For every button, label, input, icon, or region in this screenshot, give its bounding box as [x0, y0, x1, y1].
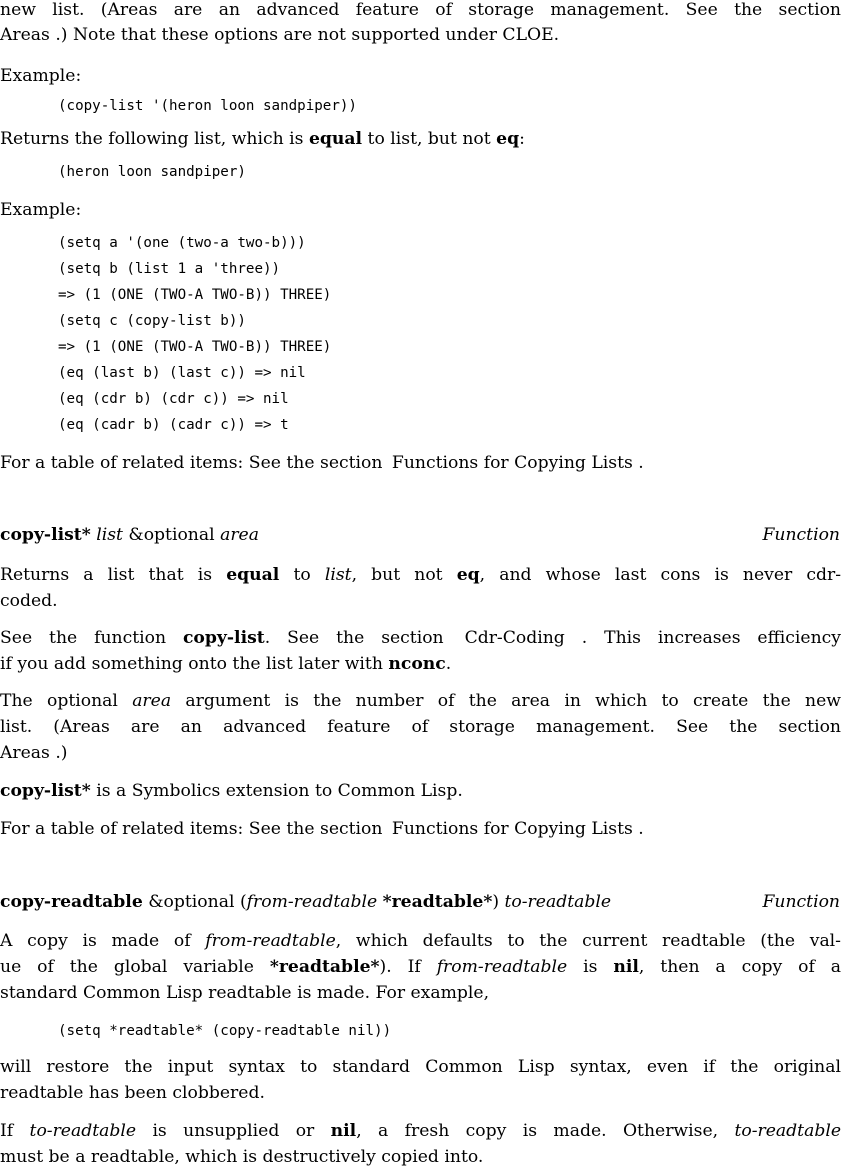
section-link[interactable]: Cdr-Coding	[464, 628, 565, 648]
entry-kind: Function	[762, 892, 840, 912]
code-line: (setq *readtable* (copy-readtable nil))	[58, 1023, 392, 1039]
example-label: Example:	[0, 66, 82, 86]
paragraph-line: A copy is made of from-readtable, which defaults to the current readtable (the val-	[0, 931, 841, 951]
example-label: Example:	[0, 200, 82, 220]
code-line: (copy-list '(heron loon sandpiper))	[58, 98, 357, 114]
function-header: copy-list* list &optional area Function	[0, 522, 841, 548]
related-items: For a table of related items: See the section Functions for Copying Lists .	[0, 453, 644, 473]
code-line: => (1 (ONE (TWO-A TWO-B)) THREE)	[58, 287, 332, 303]
paragraph-line: Areas .)	[0, 743, 68, 763]
function-ref[interactable]: copy-list	[182, 628, 265, 648]
code-line: (setq b (list 1 a 'three))	[58, 261, 281, 277]
paragraph-line: The optional area argument is the number of the area in which to create the new	[0, 691, 841, 711]
function-name: copy-list*	[0, 525, 91, 545]
paragraph-line: must be a readtable, which is destructively copied into.	[0, 1147, 484, 1167]
function-header: copy-readtable &optional (from-readtable *readtable*) to-readtable Function	[0, 889, 841, 915]
code-line: (heron loon sandpiper)	[58, 164, 246, 180]
code-line: (eq (cadr b) (cadr c)) => t	[58, 417, 289, 433]
code-line: => (1 (ONE (TWO-A TWO-B)) THREE)	[58, 339, 332, 355]
returns-line: Returns the following list, which is equal to list, but not eq:	[0, 129, 525, 149]
paragraph-line: copy-list* is a Symbolics extension to Common Lisp.	[0, 781, 463, 801]
paragraph-line: If to-readtable is unsupplied or nil, a fresh copy is made. Otherwise, to-readtable	[0, 1121, 841, 1141]
intro-line-1: new list. (Areas are an advanced feature of storage management. See the section	[0, 0, 841, 20]
code-line: (eq (last b) (last c)) => nil	[58, 365, 306, 381]
paragraph-line: See the function copy-list. See the section Cdr-Coding . This increases efficiency	[0, 628, 842, 648]
paragraph-line: standard Common Lisp readtable is made. For example,	[0, 983, 490, 1003]
paragraph-line: if you add something onto the list later with nconc.	[0, 654, 452, 674]
code-line: (setq c (copy-list b))	[58, 313, 246, 329]
paragraph-line: list. (Areas are an advanced feature of storage management. See the section	[0, 717, 841, 737]
intro-line-2: Areas .) Note that these options are not supported under CLOE.	[0, 25, 560, 45]
paragraph-line: Returns a list that is equal to list, but not eq, and whose last cons is never cdr-	[0, 565, 842, 585]
section-link[interactable]: Functions for Copying Lists	[391, 819, 633, 839]
paragraph-line: readtable has been clobbered.	[0, 1083, 265, 1103]
paragraph-line: will restore the input syntax to standard Common Lisp syntax, even if the original	[0, 1057, 841, 1077]
related-items: For a table of related items: See the section Functions for Copying Lists .	[0, 819, 644, 839]
eq-term: eq	[496, 129, 520, 149]
section-link[interactable]: Functions for Copying Lists	[391, 453, 633, 473]
paragraph-line: coded.	[0, 591, 58, 611]
code-line: (eq (cdr b) (cdr c)) => nil	[58, 391, 289, 407]
code-line: (setq a '(one (two-a two-b)))	[58, 235, 306, 251]
function-name: copy-readtable	[0, 892, 143, 912]
paragraph-line: ue of the global variable *readtable*). If from-readtable is nil, then a copy of a	[0, 957, 842, 977]
equal-term: equal	[308, 129, 363, 149]
entry-kind: Function	[762, 525, 840, 545]
